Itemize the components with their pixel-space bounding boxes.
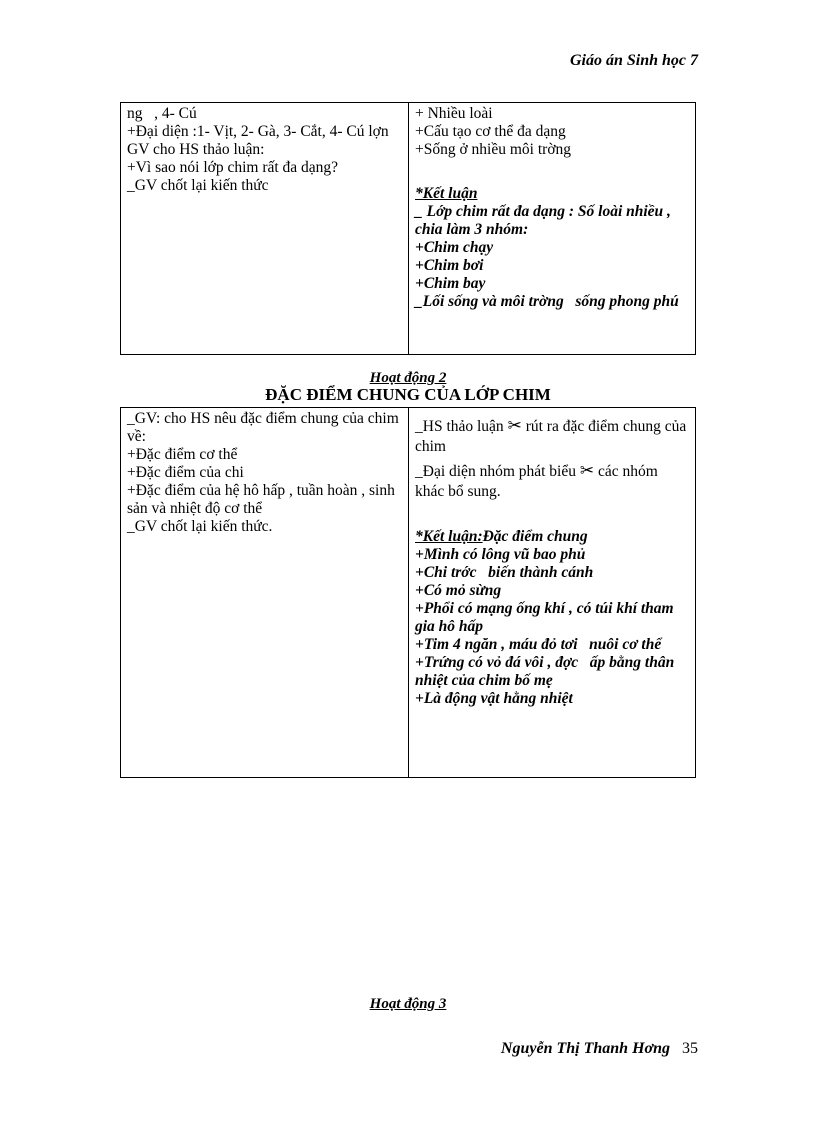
conclusion-line: +Mình có lông vũ bao phủ	[415, 546, 586, 563]
left-line: +Đặc điểm cơ thể	[127, 446, 238, 463]
left-line: _GV chốt lại kiến thức.	[127, 518, 273, 535]
conclusion-line: +Tim 4 ngăn , máu đỏ tơi nuôi cơ thể	[415, 636, 662, 653]
right-line: +Sống ở nhiều môi trờng	[415, 141, 572, 158]
scissors-icon: ✂	[507, 416, 522, 435]
conclusion-line: +Trứng có vỏ đá vôi , đợc ấp bằng thân nhiệt của chim bố mẹ	[415, 654, 679, 689]
conclusion-head: Đặc điểm chung	[482, 528, 588, 545]
document-header-title: Giáo án Sinh học 7	[569, 52, 698, 69]
activity-table-1	[120, 102, 696, 355]
conclusion-heading	[415, 528, 689, 546]
left-line: +Vì sao nói lớp chim rất đa dạng?	[127, 159, 339, 176]
student-activity-cell	[409, 408, 695, 777]
left-line: ng , 4- Cú	[127, 105, 197, 122]
section-subtitle: Hoạt động 3	[369, 996, 447, 1012]
left-line: +Đặc điểm của chi	[127, 464, 244, 481]
conclusion-line: +Chim chạy	[415, 239, 494, 256]
text-fragment: rút ra đặc điểm chung của chim	[415, 418, 691, 455]
left-line: +Đại diện :1- Vịt, 2- Gà, 3- Cắt, 4- Cú lợn	[127, 123, 389, 140]
conclusion-line: _ Lớp chim rất đa dạng : Số loài nhiều , chia làm 3 nhóm:	[415, 203, 675, 238]
conclusion-line: +Chim bơi	[415, 257, 484, 274]
author-name: Nguyễn Thị Thanh Hơng	[500, 1040, 670, 1057]
conclusion-line: +Chi trớc biến thành cánh	[415, 564, 594, 581]
right-line: + Nhiều loài	[415, 105, 493, 122]
right-line	[415, 461, 689, 502]
teacher-activity-cell	[121, 103, 409, 354]
left-line: _GV chốt lại kiến thức	[127, 177, 269, 194]
teacher-activity-cell	[121, 408, 409, 777]
conclusion-label: *Kết luận	[415, 185, 478, 202]
conclusion-line: +Chim bay	[415, 275, 486, 292]
conclusion-line: _Lối sống và môi trờng sống phong phú	[415, 293, 679, 310]
conclusion-label: *Kết luận:	[415, 528, 483, 545]
right-line: +Cấu tạo cơ thể đa dạng	[415, 123, 566, 140]
left-line: GV cho HS thảo luận:	[127, 141, 265, 158]
scissors-icon: ✂	[579, 461, 595, 480]
section-title: ĐẶC ĐIỂM CHUNG CỦA LỚP CHIM	[265, 385, 551, 404]
right-line	[415, 416, 689, 457]
student-activity-cell	[409, 103, 695, 354]
conclusion-line: +Có mỏ sừng	[415, 582, 502, 599]
left-line: +Đặc điểm của hệ hô hấp , tuần hoàn , sinh sản và nhiệt độ cơ thể	[127, 482, 399, 517]
page-footer	[501, 1040, 698, 1058]
conclusion-line: +Là động vật hằng nhiệt	[415, 690, 573, 707]
left-line: _GV: cho HS nêu đặc điểm chung của chim về:	[127, 410, 403, 445]
text-fragment: _HS thảo luận	[415, 418, 508, 435]
page-number: 35	[682, 1040, 698, 1057]
section-subtitle: Hoạt động 2	[369, 370, 447, 386]
section-2-heading	[120, 370, 696, 403]
text-fragment: _Đại diện nhóm phát biểu	[415, 463, 580, 480]
conclusion-line: +Phổi có mạng ống khí , có túi khí tham gia hô hấp	[415, 600, 678, 635]
text-fragment: các nhóm khác bổ sung.	[415, 463, 662, 500]
section-3-heading	[120, 996, 696, 1013]
activity-table-2	[120, 407, 696, 778]
